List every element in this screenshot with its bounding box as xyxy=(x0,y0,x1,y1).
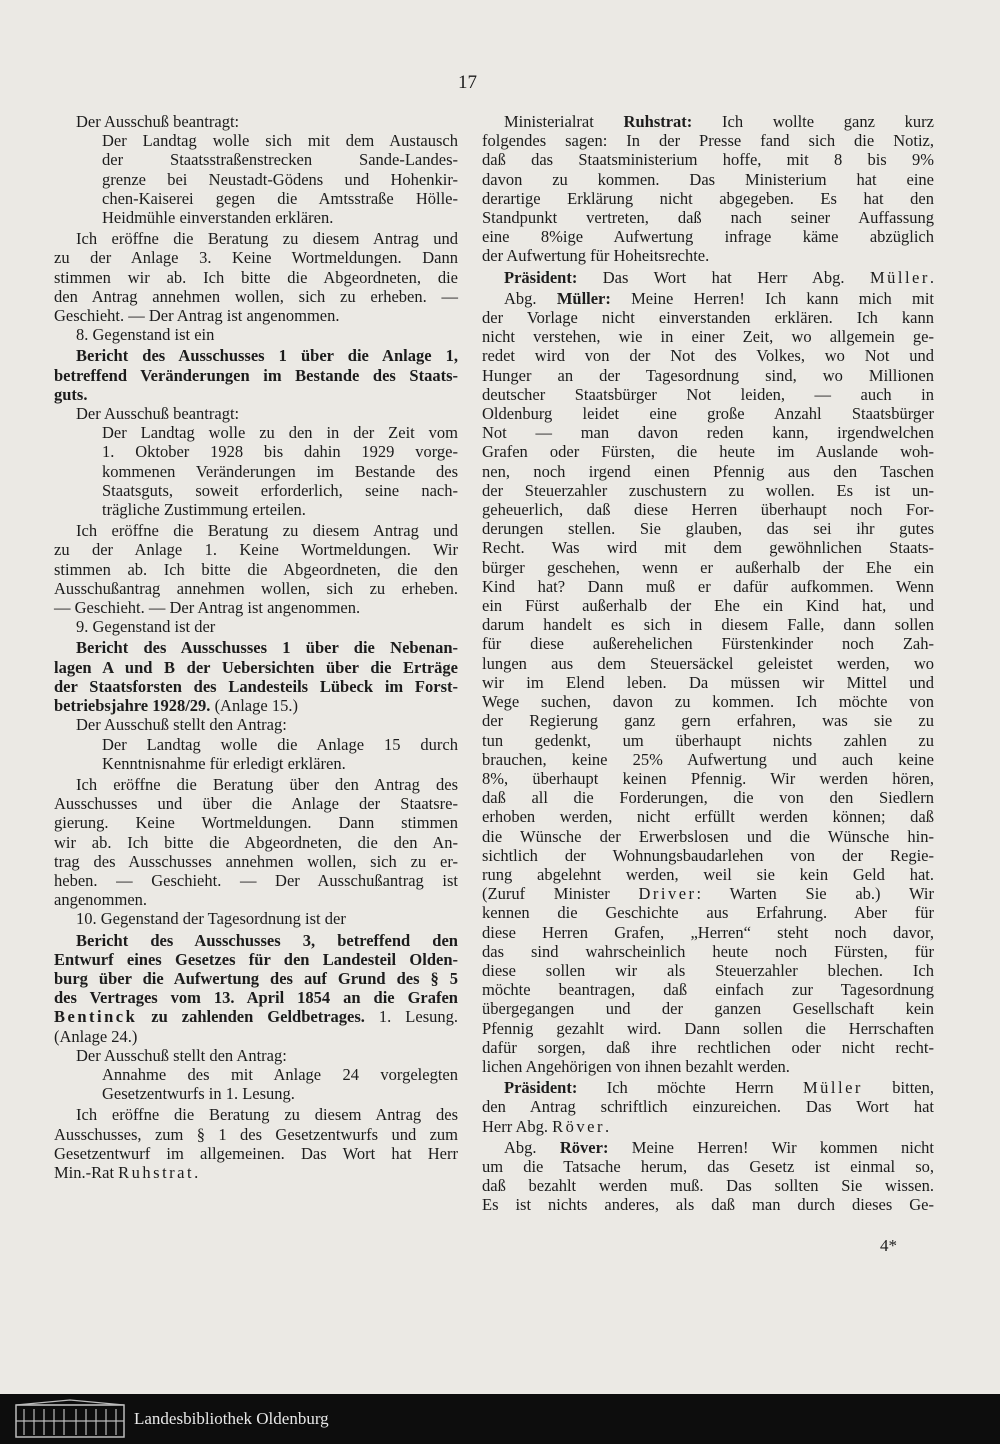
text-segment: Ich eröffne die Beratung zu diesem Antrag und xyxy=(76,229,458,249)
text-line xyxy=(54,1144,458,1163)
text-segment: kommenen Veränderungen im Bestande des xyxy=(102,461,458,481)
text-segment: übergegangen und der ganzen Gesellschaft kein xyxy=(482,999,934,1019)
text-segment: Der Landtag wolle zu den in der Zeit vom xyxy=(102,423,458,443)
text-line xyxy=(54,346,458,365)
text-line xyxy=(482,558,934,577)
text-line xyxy=(482,366,934,385)
text-segment: wir im Elend leben. Da müssen wir Mittel und xyxy=(482,672,934,692)
text-line xyxy=(54,208,458,227)
text-segment: Heidmühle einverstanden erklären. xyxy=(102,208,334,228)
text-segment: Pfennig gezahlt wird. Dann sollen die Herrschaften xyxy=(482,1018,934,1038)
text-line xyxy=(54,988,458,1007)
text-segment: Standpunkt vertreten, daß nach seiner Auffassung xyxy=(482,208,934,228)
text-line xyxy=(482,404,934,423)
bold-text: Präsident: xyxy=(504,267,578,287)
bold-text: Röver: xyxy=(559,1137,609,1157)
page-number: 17 xyxy=(458,72,477,93)
text-segment: Wege suchen, davon zu kommen. Ich möchte von xyxy=(482,692,934,712)
text-segment: 9. Gegenstand ist der xyxy=(76,617,216,637)
text-line xyxy=(482,615,934,634)
text-line xyxy=(54,598,458,617)
text-segment: (Anlage 15.) xyxy=(210,696,298,716)
text-line xyxy=(482,1097,934,1116)
text-line xyxy=(54,560,458,579)
text-line xyxy=(482,385,934,404)
text-segment: den Antrag annehmen wollen, sich zu erheben. — xyxy=(54,286,458,306)
text-segment: Staatsguts, soweit erforderlich, seine nach- xyxy=(102,480,458,500)
text-line xyxy=(54,1163,458,1182)
text-line xyxy=(482,308,934,327)
text-line xyxy=(54,540,458,559)
spaced-name: Müller xyxy=(802,1078,863,1098)
text-segment: — Geschieht. — Der Antrag ist angenommen. xyxy=(54,598,361,618)
text-line xyxy=(54,1007,458,1026)
text-segment: Der Landtag wolle sich mit dem Austausch xyxy=(102,131,458,151)
text-line xyxy=(482,692,934,711)
text-segment: tun gedenkt, um überhaupt nichts zahlen zu xyxy=(482,730,934,750)
text-line xyxy=(482,577,934,596)
text-line xyxy=(54,1046,458,1065)
text-line xyxy=(54,442,458,461)
text-line xyxy=(482,846,934,865)
text-segment: Ich eröffne die Beratung zu diesem Antrag und xyxy=(76,521,458,541)
text-segment: nen, noch irgend einen Pfennig aus den Taschen xyxy=(482,461,934,481)
text-line xyxy=(482,327,934,346)
text-segment: Der Ausschuß beantragt: xyxy=(76,404,240,424)
bold-text: Bericht des Ausschusses 1 über die Anlage 1, xyxy=(76,346,458,366)
text-line xyxy=(54,909,458,928)
text-line xyxy=(54,931,458,950)
text-line xyxy=(54,754,458,773)
right-text-column xyxy=(482,112,934,1215)
text-line xyxy=(54,404,458,423)
bold-spaced-name: Bentinck xyxy=(54,1007,138,1027)
text-segment: 8. Gegenstand ist ein xyxy=(76,325,215,345)
bold-text: Ruhstrat: xyxy=(623,112,693,131)
text-segment: stimmen wir ab. Ich bitte die Abgeordneten, die xyxy=(54,267,458,287)
text-line xyxy=(54,1125,458,1144)
text-line xyxy=(54,1084,458,1103)
text-line xyxy=(482,1078,934,1097)
text-segment: Das Wort hat Herr Abg. xyxy=(577,267,870,287)
text-segment: Recht. Was wird mit dem gewöhnlichen Staats- xyxy=(482,538,934,558)
spaced-name: Röver xyxy=(552,1116,605,1136)
bold-text: der Staatsforsten des Landesteils Lübeck im Forst- xyxy=(54,676,458,696)
text-segment: sichtlich der Wohnungsbaudarlehen von der Regie- xyxy=(482,845,934,865)
left-text-column xyxy=(54,112,458,1182)
text-segment: der Staatsstraßenstrecken Sande-Landes- xyxy=(102,150,458,170)
text-line xyxy=(54,131,458,150)
text-segment: Meine Herren! Wir kommen nicht xyxy=(608,1137,934,1157)
text-segment: lungen aus dem Steuersäckel geleistet werden, wo xyxy=(482,653,934,673)
text-segment: Der Ausschuß stellt den Antrag: xyxy=(76,1045,287,1065)
text-segment: Ich eröffne die Beratung über den Antrag des xyxy=(76,774,458,794)
library-building-logo-icon xyxy=(14,1399,126,1439)
text-segment: Abg. xyxy=(504,288,557,308)
text-line xyxy=(54,521,458,540)
text-segment: redet wird von der Not des Volkes, wo Not und xyxy=(482,346,934,366)
text-segment: Annahme des mit Anlage 24 vorgelegten xyxy=(102,1064,458,1084)
text-line xyxy=(482,208,934,227)
text-line xyxy=(482,246,934,265)
text-line xyxy=(54,735,458,754)
text-segment: deutscher Staatsbürger Not leiden, — auch in xyxy=(482,384,934,404)
text-segment: bitten, xyxy=(862,1078,934,1098)
text-line xyxy=(54,950,458,969)
text-line xyxy=(482,673,934,692)
text-line xyxy=(54,1105,458,1124)
text-line xyxy=(482,1117,934,1136)
text-segment: dafür sorgen, daß ihre rechtlichen oder nicht recht- xyxy=(482,1037,934,1057)
text-segment: darum handelt es sich in diesem Falle, dann sollen xyxy=(482,615,934,635)
text-segment: erhoben werden, nicht erfüllt werden können; daß xyxy=(482,807,934,827)
text-line xyxy=(482,1038,934,1057)
text-segment: angenommen. xyxy=(54,890,148,910)
text-segment: 1. Lesung. xyxy=(364,1007,458,1027)
text-segment: : Warten Sie ab.) Wir xyxy=(696,884,934,904)
text-segment: diese sollen wir als Steuerzahler blechen. Ich xyxy=(482,960,934,980)
text-segment: eine 8%ige Aufwertung infrage käme abzüglich xyxy=(482,227,934,247)
text-segment: den Antrag schriftlich einzureichen. Das Wort hat xyxy=(482,1097,934,1117)
text-segment: chen-Kaiserei gegen die Amtsstraße Hölle- xyxy=(102,188,458,208)
text-segment: folgendes sagen: In der Presse fand sich die Notiz, xyxy=(482,131,934,151)
text-line xyxy=(482,903,934,922)
text-segment: daß bezahlt werden muß. Das sollten Sie wissen. xyxy=(482,1176,934,1196)
text-line xyxy=(54,248,458,267)
text-segment: Es ist nichts anderes, als daß man durch dieses Ge- xyxy=(482,1195,934,1215)
text-line xyxy=(482,634,934,653)
text-segment: Der Landtag wolle die Anlage 15 durch xyxy=(102,734,458,754)
text-segment: Kind hat? Dann muß er dafür aufkommen. Wenn xyxy=(482,576,934,596)
spaced-name: Driver xyxy=(638,884,697,904)
text-line xyxy=(54,500,458,519)
text-segment: Der Ausschuß beantragt: xyxy=(76,112,240,131)
text-line xyxy=(54,794,458,813)
text-line xyxy=(54,890,458,909)
text-line xyxy=(54,813,458,832)
text-segment: Gesetzentwurf im allgemeinen. Das Wort hat Herr xyxy=(54,1143,458,1163)
text-segment: wir ab. Ich bitte die Abgeordneten, die den An- xyxy=(54,832,458,852)
bold-text: Präsident: xyxy=(504,1078,578,1098)
text-line xyxy=(54,462,458,481)
text-segment: 10. Gegenstand der Tagesordnung ist der xyxy=(76,909,346,929)
bold-text: Bericht des Ausschusses 3, betreffend den xyxy=(76,930,458,950)
text-line xyxy=(54,268,458,287)
text-segment: möchte beantragen, daß einfach zur Tagesordnung xyxy=(482,980,934,1000)
text-line xyxy=(54,871,458,890)
text-segment: der Steuerzahler zuschustern zu wollen. Es ist un- xyxy=(482,480,934,500)
text-segment: lichen Angehörigen von ihnen bezahlt werden. xyxy=(482,1056,790,1076)
text-line xyxy=(482,961,934,980)
text-segment: Ausschusses, zum § 1 des Gesetzentwurfs und zum xyxy=(54,1124,458,1144)
text-segment: derartige Erklärung nicht abgegeben. Es hat den xyxy=(482,188,934,208)
text-line xyxy=(54,325,458,344)
text-segment: Ministerialrat xyxy=(504,112,624,131)
text-line xyxy=(482,227,934,246)
text-line xyxy=(54,696,458,715)
text-line xyxy=(482,1019,934,1038)
text-line xyxy=(482,731,934,750)
bold-text: lagen A und B der Uebersichten über die Erträge xyxy=(54,657,458,677)
text-line xyxy=(482,1057,934,1076)
text-line xyxy=(482,423,934,442)
text-segment: Min.-Rat xyxy=(54,1162,119,1182)
text-line xyxy=(54,1065,458,1084)
text-segment: der Vorlage nicht einverstanden erklären. Ich kann xyxy=(482,308,934,328)
text-segment: das sind wahrscheinlich heute noch Fürsten, für xyxy=(482,941,934,961)
text-line xyxy=(482,442,934,461)
text-segment: daß das Staatsministerium hoffe, mit 8 bis 9% xyxy=(482,150,934,170)
text-line xyxy=(54,638,458,657)
text-segment: Meine Herren! Ich kann mich mit xyxy=(610,288,935,308)
text-line xyxy=(54,481,458,500)
text-segment: (Anlage 24.) xyxy=(54,1026,138,1046)
text-line xyxy=(482,1157,934,1176)
text-line xyxy=(482,500,934,519)
text-line xyxy=(54,385,458,404)
text-segment: Herr Abg. xyxy=(482,1116,553,1136)
text-line xyxy=(482,519,934,538)
text-line xyxy=(482,189,934,208)
text-segment: . xyxy=(929,267,934,287)
text-segment: Geschieht. — Der Antrag ist angenommen. xyxy=(54,306,340,326)
library-footer-bar xyxy=(0,1394,1000,1444)
text-segment: daß all die Forderungen, die von den Siedlern xyxy=(482,788,934,808)
text-segment: Ich wollte ganz kurz xyxy=(692,112,934,131)
text-segment: . xyxy=(604,1116,610,1136)
text-segment: für diese außerehelichen Fürstenkinder noch Zah- xyxy=(482,634,934,654)
text-line xyxy=(482,462,934,481)
text-line xyxy=(482,884,934,903)
text-line xyxy=(54,170,458,189)
text-line xyxy=(54,677,458,696)
text-line xyxy=(54,833,458,852)
text-segment: trägliche Zustimmung erteilen. xyxy=(102,500,306,520)
text-segment: Kenntnisnahme für erledigt erklären. xyxy=(102,753,346,773)
text-line xyxy=(482,999,934,1018)
text-segment: stimmen ab. Ich bitte die Abgeordneten, die den xyxy=(54,559,458,579)
text-line xyxy=(482,289,934,308)
text-line xyxy=(482,980,934,999)
text-segment: diese Herren Grafen, „Herren“ steht noch davor, xyxy=(482,922,934,942)
library-name: Landesbibliothek Oldenburg xyxy=(134,1409,329,1428)
text-line xyxy=(482,654,934,673)
bold-text: guts. xyxy=(54,384,88,404)
spaced-name: Müller xyxy=(869,267,930,287)
text-line xyxy=(54,969,458,988)
text-line xyxy=(482,1138,934,1157)
bold-text: burg über die Aufwertung des auf Grund des § 5 xyxy=(54,968,458,988)
text-line xyxy=(482,170,934,189)
text-line xyxy=(482,865,934,884)
text-line xyxy=(54,287,458,306)
bold-text: Müller: xyxy=(556,288,611,308)
text-segment: derungen stellen. Sie glauben, das sei ihr gutes xyxy=(482,519,934,539)
text-line xyxy=(54,229,458,248)
text-segment: Gesetzentwurfs in 1. Lesung. xyxy=(102,1084,295,1104)
bold-text: betriebsjahre 1928/29. xyxy=(54,696,211,716)
text-line xyxy=(482,538,934,557)
text-line xyxy=(54,775,458,794)
text-segment: kennen die Geschichte aus Erfahrung. Aber für xyxy=(482,903,934,923)
text-segment: davon zu kommen. Das Ministerium hat eine xyxy=(482,169,934,189)
text-segment: nicht verstehen, wie in einer Zeit, wo allgemein ge- xyxy=(482,327,934,347)
text-segment: ein Fürst außerhalb der Ehe ein Kind hat, und xyxy=(482,596,934,616)
text-segment: zu der Anlage 1. Keine Wortmeldungen. Wir xyxy=(54,540,458,560)
text-segment: gierung. Keine Wortmeldungen. Dann stimmen xyxy=(54,813,458,833)
text-segment: der Aufwertung für Hoheitsrechte. xyxy=(482,246,710,266)
text-line xyxy=(482,1176,934,1195)
text-segment: heben. — Geschieht. — Der Ausschußantrag ist xyxy=(54,870,458,890)
text-line xyxy=(54,1027,458,1046)
text-line xyxy=(482,346,934,365)
text-line xyxy=(54,112,458,131)
text-line xyxy=(54,306,458,325)
text-segment: rung abgelehnt werden, weil sie kein Geld hat. xyxy=(482,864,934,884)
text-line xyxy=(54,852,458,871)
text-segment: die Wünsche der Erwerbslosen und die Wünsche hin- xyxy=(482,826,934,846)
text-line xyxy=(482,942,934,961)
text-line xyxy=(54,658,458,677)
text-line xyxy=(54,150,458,169)
text-segment: bürger geschehen, wenn er außerhalb der Ehe ein xyxy=(482,557,934,577)
text-segment: zu der Anlage 3. Keine Wortmeldungen. Dann xyxy=(54,248,458,268)
text-segment: grenze bei Neustadt-Gödens und Hohenkir- xyxy=(102,169,458,189)
text-segment: geheuerlich, daß diese Herren überhaupt noch For- xyxy=(482,500,934,520)
bold-text: Entwurf eines Gesetzes für den Landesteil Olden- xyxy=(54,949,458,969)
text-segment: Abg. xyxy=(504,1137,560,1157)
text-line xyxy=(482,150,934,169)
text-segment: brauchen, keine 25% Aufwertung und auch keine xyxy=(482,749,934,769)
text-line xyxy=(482,131,934,150)
text-line xyxy=(54,715,458,734)
spaced-name: Ruhstrat xyxy=(118,1162,195,1182)
signature-mark: 4* xyxy=(880,1236,897,1255)
bold-text: zu zahlenden Geldbetrages. xyxy=(137,1007,365,1027)
text-segment: Grafen oder Fürsten, die heute im Auslande woh- xyxy=(482,442,934,462)
text-line xyxy=(482,750,934,769)
text-line xyxy=(482,807,934,826)
text-line xyxy=(482,112,934,131)
text-line xyxy=(482,1195,934,1214)
text-segment: Oldenburg leidet eine große Anzahl Staatsbürger xyxy=(482,404,934,424)
bold-text: des Vertrages vom 13. April 1854 an die Grafen xyxy=(54,988,458,1008)
text-segment: Hunger an der Tagesordnung sind, wo Millionen xyxy=(482,365,934,385)
text-segment: Ich eröffne die Beratung zu diesem Antrag des xyxy=(76,1105,458,1125)
text-line xyxy=(482,481,934,500)
text-line xyxy=(482,769,934,788)
text-line xyxy=(54,189,458,208)
text-segment: Not — man davon reden kann, irgendwelchen xyxy=(482,423,934,443)
text-line xyxy=(54,423,458,442)
text-segment: . xyxy=(194,1162,199,1182)
text-line xyxy=(482,827,934,846)
text-segment: der Regierung ganz gern erfahren, was sie zu xyxy=(482,711,934,731)
text-segment: Der Ausschuß stellt den Antrag: xyxy=(76,715,287,735)
text-segment: 8%, überhaupt keinen Pfennig. Wir werden hören, xyxy=(482,768,934,788)
text-segment: Ich möchte Herrn xyxy=(577,1078,803,1098)
text-segment: trag des Ausschusses annehmen wollen, sich zu er- xyxy=(54,851,458,871)
text-line xyxy=(54,579,458,598)
bold-text: Bericht des Ausschusses 1 über die Nebenan- xyxy=(76,638,458,658)
text-line xyxy=(482,711,934,730)
text-line xyxy=(54,617,458,636)
text-segment: 1. Oktober 1928 bis dahin 1929 vorge- xyxy=(102,442,458,462)
text-segment: Ausschusses und über die Anlage der Staatsre- xyxy=(54,794,458,814)
text-line xyxy=(54,366,458,385)
text-line xyxy=(482,923,934,942)
text-line xyxy=(482,596,934,615)
bold-text: betreffend Veränderungen im Bestande des Staats- xyxy=(54,365,458,385)
text-line xyxy=(482,788,934,807)
text-segment: Ausschußantrag annehmen wollen, sich zu erheben. xyxy=(54,578,458,598)
text-line xyxy=(482,268,934,287)
text-segment: um die Tatsache herum, das Gesetz ist einmal so, xyxy=(482,1156,934,1176)
text-segment: (Zuruf Minister xyxy=(482,884,639,904)
